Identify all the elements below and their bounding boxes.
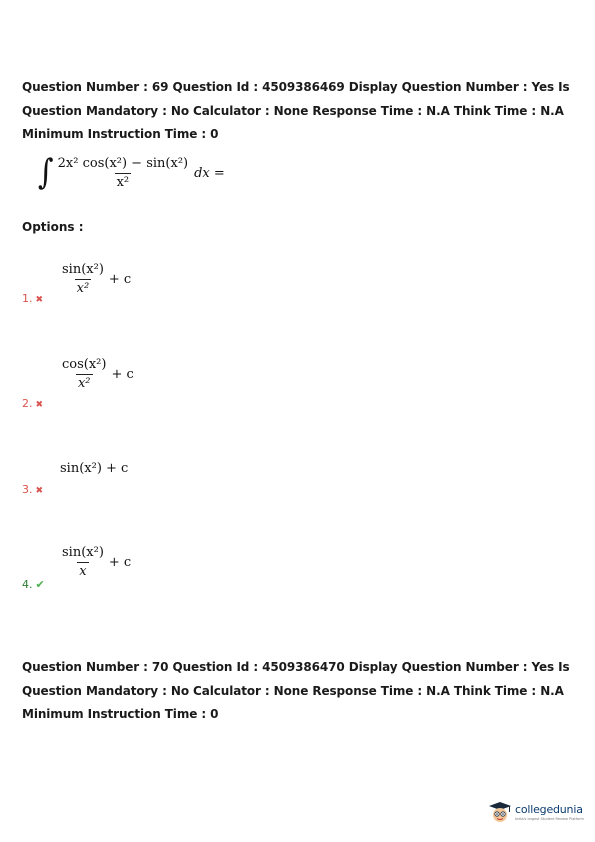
brand-watermark xyxy=(488,800,584,824)
option-2-numerator: cos(x²) xyxy=(62,357,107,372)
integral-sign: ∫ xyxy=(38,152,54,193)
option-2-number xyxy=(22,397,43,410)
option-4-numerator: sin(x²) xyxy=(62,545,104,560)
wrong-mark-icon: ✖ xyxy=(35,486,44,496)
wrong-mark-icon: ✖ xyxy=(35,295,44,305)
question-70-header: Question Number : 70 Question Id : 4509386470 Display Question Number : Yes Is Question Mandatory : No Calculator : None Response Time : N.A Think Time : N.A Minimum Instruction Time : 0 xyxy=(22,660,570,721)
option-2-expression xyxy=(60,357,134,391)
option-1-fraction xyxy=(60,262,106,296)
option-4-suffix: + c xyxy=(108,554,132,570)
option-4-label: 4. xyxy=(22,578,33,591)
integrand-denominator: x² xyxy=(116,175,130,190)
option-2-suffix: + c xyxy=(111,366,134,382)
graduate-mascot-icon xyxy=(488,800,512,824)
options-label: Options : xyxy=(22,220,84,234)
option-2-fraction xyxy=(60,357,108,391)
option-3-number xyxy=(22,483,43,496)
brand-tagline: India's largest Student Review Platform xyxy=(515,817,584,821)
option-2-label: 2. xyxy=(22,397,33,410)
option-4-expression xyxy=(60,545,131,579)
integrand-fraction xyxy=(56,156,190,190)
question-69-integral xyxy=(38,152,225,193)
correct-check-icon: ✔ xyxy=(35,578,45,591)
option-4-number xyxy=(22,578,45,591)
option-1-label: 1. xyxy=(22,292,33,305)
question-69-header: Question Number : 69 Question Id : 4509386469 Display Question Number : Yes Is Question Mandatory : No Calculator : None Response Time : N.A Think Time : N.A Minimum Instruction Time : 0 xyxy=(22,80,570,141)
wrong-mark-icon: ✖ xyxy=(35,400,44,410)
option-3-expression-text: sin(x²) + c xyxy=(60,461,129,476)
option-1-numerator: sin(x²) xyxy=(62,262,104,277)
option-1-number xyxy=(22,292,43,305)
option-2-denominator: x² xyxy=(77,376,91,391)
option-1-expression xyxy=(60,262,131,296)
option-3-expression xyxy=(60,461,128,476)
option-3-label: 3. xyxy=(22,483,33,496)
brand-name: collegedunia xyxy=(515,803,583,816)
option-1-denominator: x² xyxy=(76,281,90,296)
option-4-denominator: x xyxy=(79,564,87,579)
integrand-numerator: 2x² cos(x²) − sin(x²) xyxy=(57,156,189,171)
option-4-fraction xyxy=(60,545,106,579)
integral-suffix: dx = xyxy=(194,165,225,181)
option-1-suffix: + c xyxy=(108,271,132,287)
